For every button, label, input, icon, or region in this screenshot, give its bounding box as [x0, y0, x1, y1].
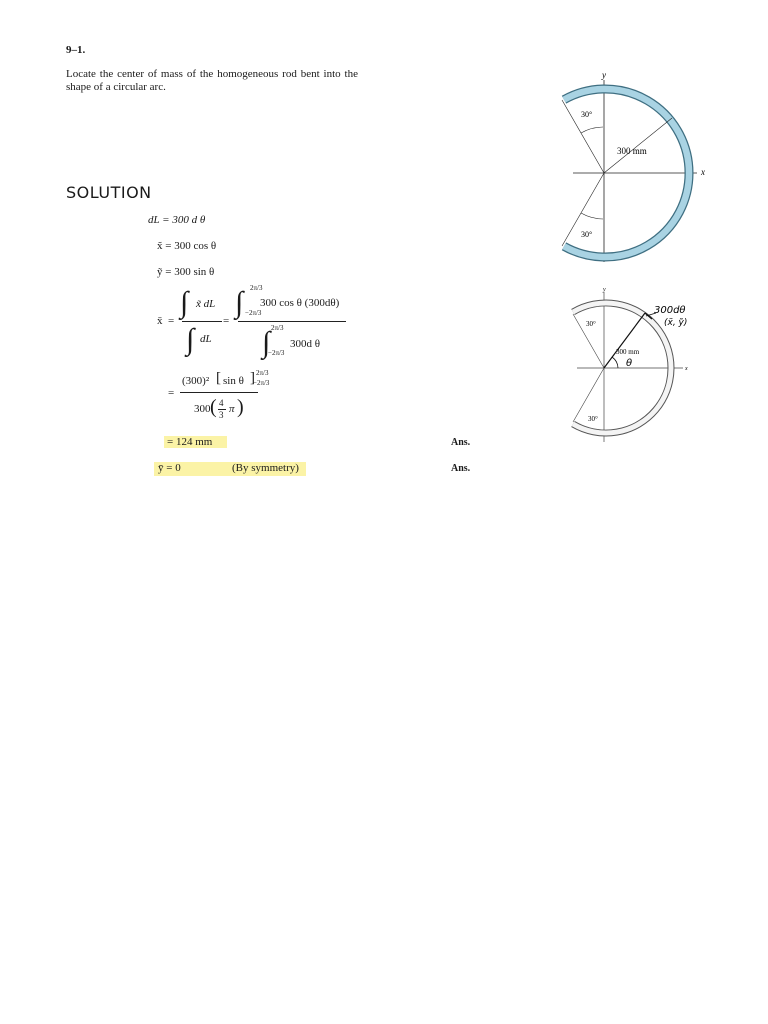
result-y: ȳ = 0 [158, 462, 181, 474]
integral-sign: ∫ [235, 286, 244, 319]
sketch-element-label: 300dθ [654, 305, 686, 316]
rod-arc-figure [555, 65, 720, 270]
lower-limit: −2π/3 [268, 349, 285, 357]
equals-sign-2: = [223, 315, 230, 327]
equation-x-tilde: x̃ = 300 cos θ [157, 240, 217, 252]
sketch-centroid-label: (x̃, ỹ) [664, 318, 688, 328]
numerator-left: x̃ dL [196, 298, 216, 310]
pi-symbol: π [229, 403, 235, 415]
fraction-bar-right [238, 321, 346, 322]
sketch-angle-bottom: 30° [588, 415, 598, 423]
fraction-bar-step [180, 392, 258, 393]
answer-label-y: Ans. [451, 463, 471, 474]
sketch-element-radius [604, 313, 645, 368]
equals-sign-1: = [168, 315, 175, 327]
result-x: = 124 mm [164, 436, 227, 448]
equation-dL: dL = 300 d θ [148, 214, 206, 226]
result-y-note: (By symmetry) [232, 462, 299, 474]
problem-text: Locate the center of mass of the homogeneous rod bent into the shape of a circular arc. [66, 68, 358, 93]
radius-label: 300 mm [617, 146, 647, 156]
eval-lower-limit: −2π/3 [253, 379, 270, 387]
sketch-radius-label: 300 mm [616, 348, 640, 356]
sketch-angle-top: 30° [586, 320, 596, 328]
upper-limit: 2π/3 [250, 284, 263, 292]
step-numerator-coef: (300)² [182, 375, 210, 387]
step-numerator-sin: sin θ [223, 375, 244, 387]
left-paren: ( [210, 396, 217, 418]
angle-bottom-label: 30° [581, 230, 593, 239]
numerator-right: 300 cos θ (300dθ) [260, 297, 340, 309]
solution-heading: SOLUTION [66, 183, 152, 202]
integral-sign: ∫ [186, 323, 195, 356]
denominator-left: dL [200, 333, 212, 345]
sketch-theta-label: θ [626, 358, 633, 369]
problem-number: 9–1. [66, 44, 86, 56]
left-bracket: [ [216, 370, 221, 386]
right-paren: ) [237, 396, 244, 418]
answer-label-x: Ans. [451, 437, 471, 448]
xbar-symbol: x̄ [157, 315, 163, 327]
axis-y-label: y [602, 70, 606, 80]
integral-sign: ∫ [262, 326, 271, 359]
upper-limit: 2π/3 [271, 324, 284, 332]
denominator-right: 300d θ [290, 338, 321, 350]
sketch-axis-x-label: x [685, 366, 688, 372]
angle-arc-bottom [581, 213, 603, 219]
axis-x-label: x [701, 167, 705, 177]
eval-upper-limit: 2π/3 [256, 369, 269, 377]
sketch-axis-y-label: y [603, 287, 606, 293]
fraction-bar-left [182, 321, 222, 322]
solution-sketch-figure [560, 285, 720, 445]
step-frac-denominator: 3 [219, 410, 224, 420]
angle-arc-top [581, 127, 603, 133]
right-bracket: ] [250, 370, 255, 386]
equals-sign-3: = [168, 387, 175, 399]
equation-y-tilde: ỹ = 300 sin θ [157, 266, 215, 278]
sketch-theta-arc [612, 357, 618, 368]
sketch-radial-bottom [573, 368, 604, 422]
step-frac-numerator: 4 [219, 398, 224, 408]
step-denominator-coef: 300 [194, 403, 211, 415]
integral-sign: ∫ [180, 286, 189, 319]
angle-top-label: 30° [581, 110, 593, 119]
lower-limit: −2π/3 [245, 309, 262, 317]
